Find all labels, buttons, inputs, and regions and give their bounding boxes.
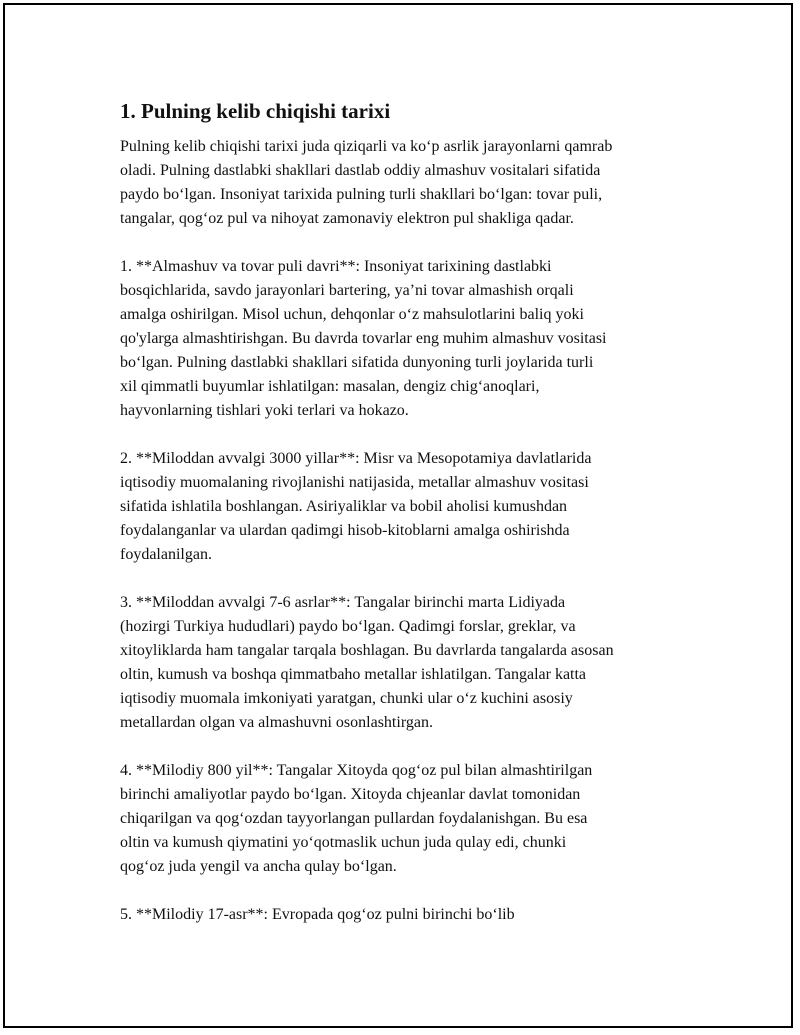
list-item-3-paragraph: 3. **Miloddan avvalgi 7-6 asrlar**: Tangalar birinchi marta Lidiyada (hozirgi Turkiya hududlari) paydo bo‘lgan. Qadimgi forslar, greklar, va xitoyliklarda ham tangalar tarqala boshlagan. Bu davrlarda tangalarda asosan oltin, kumush va boshqa qimmatbaho metallar ishlatilgan. Tangalar katta iqtisodiy muomala imkoniyati yaratgan, chunki ular o‘z kuchini asosiy metallardan olgan va almashuvni osonlashtirgan. (120, 594, 614, 731)
intro-paragraph: Pulning kelib chiqishi tarixi juda qiziqarli va ko‘p asrlik jarayonlarni qamrab oladi. Pulning dastlabki shakllari dastlab oddiy almashuv vositalari sifatida paydo bo‘lgan. Insoniyat tarixida pulning turli shakllari bo‘lgan: tovar puli, tangalar, qog‘oz pul va nihoyat zamonaviy elektron pul shakliga qadar. (120, 138, 613, 227)
list-item-5-paragraph: 5. **Milodiy 17-asr**: Evropada qog‘oz pulni birinchi bo‘lib (120, 906, 515, 923)
list-item-1-paragraph: 1. **Almashuv va tovar puli davri**: Insoniyat tarixining dastlabki bosqichlarida, savdo jarayonlari bartering, ya’ni tovar almashish orqali amalga oshirilgan. Misol uchun, dehqonlar o‘z mahsulotlarini baliq yoki qo'ylarga almashtirishgan. Bu davrda tovarlar eng muhim almashuv vositasi bo‘lgan. Pulning dastlabki shakllari sifatida dunyoning turli joylarida turli xil qimmatli buyumlar ishlatilgan: masalan, dengiz chig‘anoqlari, hayvonlarning tishlari yoki terlari va hokazo. (120, 258, 607, 419)
list-item-2-paragraph: 2. **Miloddan avvalgi 3000 yillar**: Misr va Mesopotamiya davlatlarida iqtisodiy muomalaning rivojlanishi natijasida, metallar almashuv vositasi sifatida ishlatila boshlangan. Asiriyaliklar va bobil aholisi kumushdan foydalanganlar va ulardan qadimgi hisob-kitoblarni amalga oshirishda foydalanilgan. (120, 450, 592, 563)
page-frame (3, 3, 793, 1028)
document-body (120, 97, 700, 951)
section-heading: 1. Pulning kelib chiqishi tarixi (120, 99, 391, 123)
list-item-4-paragraph: 4. **Milodiy 800 yil**: Tangalar Xitoyda qog‘oz pul bilan almashtirilgan birinchi amaliyotlar paydo bo‘lgan. Xitoyda chjeanlar davlat tomonidan chiqarilgan va qog‘ozdan tayyorlangan pullardan foydalanishgan. Bu esa oltin va kumush qiymatini yo‘qotmaslik uchun juda qulay edi, chunki qog‘oz juda yengil va ancha qulay bo‘lgan. (120, 762, 593, 875)
